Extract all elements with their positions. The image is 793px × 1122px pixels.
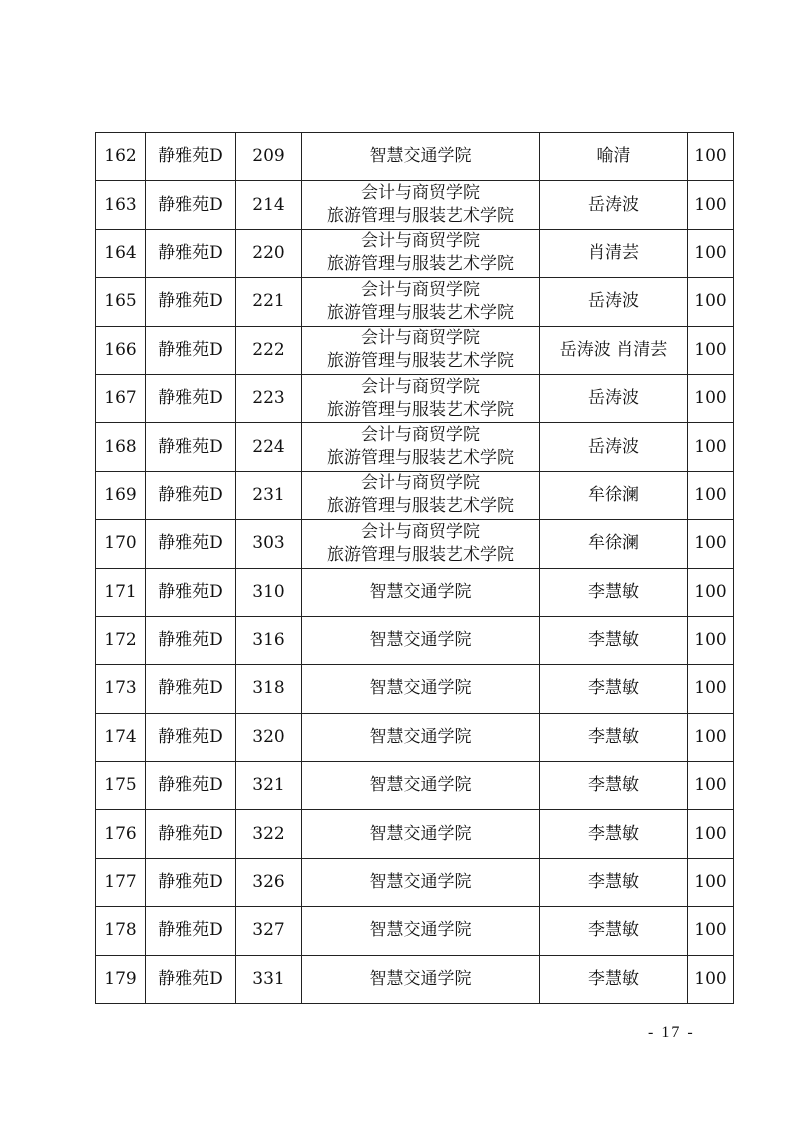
college-cell [302,955,540,1003]
room-cell: 320 [236,713,302,761]
college-name: 会计与商贸学院 [361,376,480,397]
table-row [96,133,734,181]
row-number-cell: 170 [96,520,146,568]
row-number-cell: 166 [96,326,146,374]
score-cell: 100 [688,858,734,906]
college-cell [302,810,540,858]
table-row [96,278,734,326]
college-cell [302,665,540,713]
college-cell [302,520,540,568]
college-cell [302,229,540,277]
building-cell: 静雅苑D [146,229,236,277]
table-row [96,568,734,616]
teacher-cell: 李慧敏 [540,858,688,906]
college-cell [302,713,540,761]
college-name: 旅游管理与服装艺术学院 [327,302,514,323]
college-name: 旅游管理与服装艺术学院 [327,351,514,372]
table-row [96,520,734,568]
table-row [96,181,734,229]
college-cell [302,762,540,810]
room-cell: 318 [236,665,302,713]
building-cell: 静雅苑D [146,810,236,858]
room-cell: 221 [236,278,302,326]
score-cell: 100 [688,326,734,374]
row-number-cell: 163 [96,181,146,229]
room-cell: 214 [236,181,302,229]
score-cell: 100 [688,374,734,422]
row-number-cell: 179 [96,955,146,1003]
score-cell: 100 [688,665,734,713]
college-name: 会计与商贸学院 [361,473,480,494]
score-cell: 100 [688,810,734,858]
college-name: 旅游管理与服装艺术学院 [327,448,514,469]
row-number-cell: 177 [96,858,146,906]
table-row [96,374,734,422]
building-cell: 静雅苑D [146,568,236,616]
building-cell: 静雅苑D [146,423,236,471]
college-name: 智慧交通学院 [369,146,472,167]
college-name: 智慧交通学院 [369,726,472,747]
room-cell: 321 [236,762,302,810]
college-cell [302,133,540,181]
room-cell: 303 [236,520,302,568]
college-name: 智慧交通学院 [369,968,472,989]
building-cell: 静雅苑D [146,955,236,1003]
table-row [96,326,734,374]
college-cell [302,616,540,664]
teacher-cell: 岳涛波 [540,278,688,326]
building-cell: 静雅苑D [146,858,236,906]
score-cell: 100 [688,133,734,181]
row-number-cell: 178 [96,907,146,955]
college-cell [302,471,540,519]
row-number-cell: 176 [96,810,146,858]
table-row [96,665,734,713]
college-cell [302,907,540,955]
college-cell [302,568,540,616]
teacher-cell: 李慧敏 [540,955,688,1003]
college-cell [302,423,540,471]
table-row [96,423,734,471]
room-cell: 327 [236,907,302,955]
teacher-cell: 李慧敏 [540,907,688,955]
score-cell: 100 [688,907,734,955]
college-name: 旅游管理与服装艺术学院 [327,544,514,565]
table-row [96,229,734,277]
college-name: 旅游管理与服装艺术学院 [327,399,514,420]
building-cell: 静雅苑D [146,520,236,568]
college-name: 会计与商贸学院 [361,425,480,446]
teacher-cell: 牟徐澜 [540,520,688,568]
room-cell: 222 [236,326,302,374]
table-row [96,810,734,858]
table-row [96,762,734,810]
room-cell: 326 [236,858,302,906]
teacher-cell: 李慧敏 [540,810,688,858]
college-name: 旅游管理与服装艺术学院 [327,496,514,517]
score-cell: 100 [688,955,734,1003]
score-cell: 100 [688,229,734,277]
teacher-cell: 李慧敏 [540,568,688,616]
score-cell: 100 [688,278,734,326]
building-cell: 静雅苑D [146,278,236,326]
teacher-cell: 肖清芸 [540,229,688,277]
row-number-cell: 173 [96,665,146,713]
college-name: 会计与商贸学院 [361,521,480,542]
teacher-cell: 李慧敏 [540,616,688,664]
row-number-cell: 174 [96,713,146,761]
college-name: 智慧交通学院 [369,581,472,602]
room-cell: 209 [236,133,302,181]
room-cell: 310 [236,568,302,616]
college-cell [302,326,540,374]
room-cell: 331 [236,955,302,1003]
row-number-cell: 175 [96,762,146,810]
teacher-cell: 岳涛波 [540,374,688,422]
building-cell: 静雅苑D [146,326,236,374]
table-row [96,955,734,1003]
row-number-cell: 162 [96,133,146,181]
teacher-cell: 李慧敏 [540,713,688,761]
college-name: 智慧交通学院 [369,775,472,796]
college-name: 智慧交通学院 [369,823,472,844]
room-cell: 316 [236,616,302,664]
college-cell [302,374,540,422]
room-cell: 231 [236,471,302,519]
building-cell: 静雅苑D [146,374,236,422]
score-cell: 100 [688,520,734,568]
row-number-cell: 172 [96,616,146,664]
building-cell: 静雅苑D [146,713,236,761]
college-name: 智慧交通学院 [369,678,472,699]
college-name: 会计与商贸学院 [361,231,480,252]
dormitory-score-table [95,132,734,1004]
table-row [96,907,734,955]
row-number-cell: 164 [96,229,146,277]
building-cell: 静雅苑D [146,133,236,181]
building-cell: 静雅苑D [146,907,236,955]
college-name: 智慧交通学院 [369,920,472,941]
college-name: 会计与商贸学院 [361,183,480,204]
table-row [96,858,734,906]
teacher-cell: 李慧敏 [540,665,688,713]
college-cell [302,181,540,229]
teacher-cell: 喻清 [540,133,688,181]
teacher-cell: 岳涛波 肖清芸 [540,326,688,374]
college-name: 智慧交通学院 [369,630,472,651]
score-cell: 100 [688,471,734,519]
teacher-cell: 岳涛波 [540,423,688,471]
college-name: 旅游管理与服装艺术学院 [327,254,514,275]
teacher-cell: 牟徐澜 [540,471,688,519]
row-number-cell: 167 [96,374,146,422]
college-cell [302,858,540,906]
teacher-cell: 李慧敏 [540,762,688,810]
building-cell: 静雅苑D [146,181,236,229]
building-cell: 静雅苑D [146,665,236,713]
score-cell: 100 [688,713,734,761]
row-number-cell: 169 [96,471,146,519]
table-row [96,713,734,761]
score-cell: 100 [688,616,734,664]
room-cell: 224 [236,423,302,471]
table-row [96,616,734,664]
building-cell: 静雅苑D [146,616,236,664]
table-row [96,471,734,519]
room-cell: 220 [236,229,302,277]
college-name: 会计与商贸学院 [361,328,480,349]
college-name: 会计与商贸学院 [361,279,480,300]
row-number-cell: 165 [96,278,146,326]
building-cell: 静雅苑D [146,471,236,519]
teacher-cell: 岳涛波 [540,181,688,229]
score-cell: 100 [688,762,734,810]
room-cell: 223 [236,374,302,422]
score-cell: 100 [688,568,734,616]
row-number-cell: 168 [96,423,146,471]
college-name: 旅游管理与服装艺术学院 [327,206,514,227]
room-cell: 322 [236,810,302,858]
college-name: 智慧交通学院 [369,872,472,893]
score-cell: 100 [688,423,734,471]
building-cell: 静雅苑D [146,762,236,810]
score-cell: 100 [688,181,734,229]
page-number: - 17 - [648,1024,695,1041]
college-cell [302,278,540,326]
row-number-cell: 171 [96,568,146,616]
